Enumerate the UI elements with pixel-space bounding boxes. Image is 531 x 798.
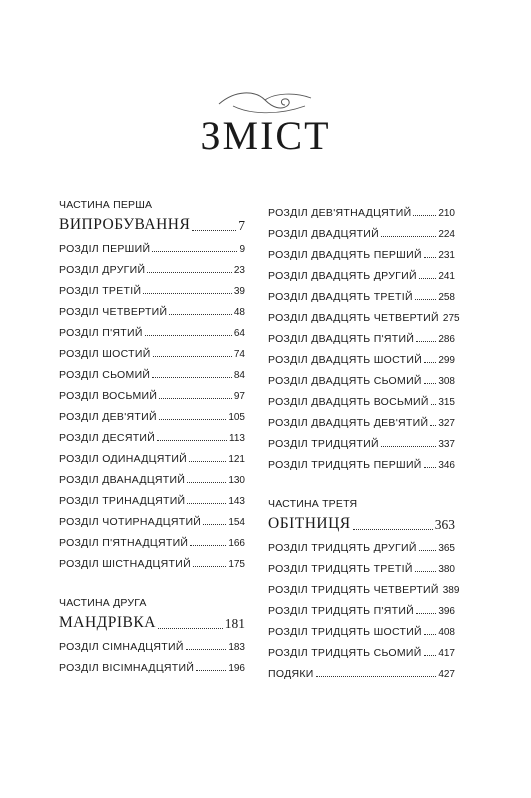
toc-right-column: [268, 198, 460, 680]
page-number: 241: [438, 271, 455, 282]
page-number: 417: [438, 648, 455, 659]
chapter-label: РОЗДІЛ ДВАДЦЯТЬ ТРЕТІЙ: [268, 291, 413, 303]
toc-entry[interactable]: [59, 549, 245, 570]
toc-entry[interactable]: [268, 408, 455, 429]
chapter-label: РОЗДІЛ СІМНАДЦЯТИЙ: [59, 641, 184, 653]
dot-leader: [381, 236, 436, 237]
dot-leader: [424, 634, 436, 635]
dot-leader: [157, 440, 227, 441]
toc-entry[interactable]: [268, 366, 455, 387]
dot-leader: [415, 571, 437, 572]
part-title-label: ВИПРОБУВАННЯ: [59, 216, 191, 233]
toc-entry[interactable]: [268, 324, 455, 345]
dot-leader: [189, 461, 226, 462]
chapter-label: РОЗДІЛ ДВАДЦЯТЬ ДЕВ'ЯТИЙ: [268, 417, 429, 429]
dot-leader: [159, 398, 232, 399]
dot-leader: [152, 251, 237, 252]
toc-entry[interactable]: [59, 276, 245, 297]
toc-entry[interactable]: [268, 554, 455, 575]
page-number: 143: [228, 496, 245, 507]
page-number: 380: [438, 564, 455, 575]
toc-entry[interactable]: [268, 429, 455, 450]
page-number: 74: [233, 349, 245, 360]
dot-leader: [419, 550, 437, 551]
dot-leader: [424, 362, 436, 363]
toc-entry[interactable]: [59, 297, 245, 318]
page-number: 7: [238, 218, 245, 233]
chapter-label: РОЗДІЛ ДВАДЦЯТЬ П'ЯТИЙ: [268, 333, 415, 345]
dot-leader: [147, 272, 232, 273]
chapter-label: РОЗДІЛ ДВАДЦЯТИЙ: [268, 228, 380, 240]
dot-leader: [419, 278, 436, 279]
toc-entry[interactable]: [59, 360, 245, 381]
dot-leader: [424, 655, 437, 656]
chapter-label: РОЗДІЛ ТРИДЦЯТЬ ШОСТИЙ: [268, 626, 422, 638]
page-number: 315: [438, 397, 455, 408]
toc-entry[interactable]: [268, 617, 455, 638]
dot-leader: [169, 314, 231, 315]
dot-leader: [416, 341, 436, 342]
page-number: 48: [233, 307, 245, 318]
page-number: 175: [228, 559, 245, 570]
page-number: 299: [438, 355, 455, 366]
page-number: 337: [438, 439, 455, 450]
page-number: 97: [233, 391, 245, 402]
dot-leader: [159, 419, 226, 420]
page-number: 23: [233, 265, 245, 276]
toc-entry[interactable]: [59, 486, 245, 507]
chapter-label: РОЗДІЛ ТРИДЦЯТЬ ПЕРШИЙ: [268, 459, 422, 471]
dot-leader: [187, 503, 226, 504]
toc-entry[interactable]: [268, 575, 460, 596]
toc-entry[interactable]: [59, 234, 245, 255]
page-number: 64: [233, 328, 245, 339]
dot-leader: [431, 404, 437, 405]
toc-entry[interactable]: [59, 339, 245, 360]
dot-leader: [424, 467, 437, 468]
chapter-label: РОЗДІЛ ТРИДЦЯТЬ П'ЯТИЙ: [268, 605, 415, 617]
chapter-label: РОЗДІЛ ОДИНАДЦЯТИЙ: [59, 453, 188, 465]
page-number: 396: [438, 606, 455, 617]
dot-leader: [153, 356, 232, 357]
page-number: 196: [228, 663, 245, 674]
page-number: 408: [438, 627, 455, 638]
toc-entry[interactable]: [59, 255, 245, 276]
toc-list: [268, 533, 460, 680]
page-number: 363: [434, 517, 455, 532]
chapter-label: РОЗДІЛ ДВАДЦЯТЬ ЧЕТВЕРТИЙ: [268, 312, 439, 324]
dot-leader: [203, 524, 226, 525]
toc-part-title[interactable]: [59, 610, 245, 632]
toc-entry[interactable]: [59, 381, 245, 402]
page-number: 275: [442, 313, 460, 324]
dot-leader: [413, 215, 436, 216]
page-number: 166: [228, 538, 245, 549]
chapter-label: РОЗДІЛ ДВАДЦЯТЬ ВОСЬМИЙ: [268, 396, 429, 408]
page-number: 130: [228, 475, 245, 486]
dot-leader: [416, 613, 436, 614]
chapter-label: РОЗДІЛ ВОСЬМИЙ: [59, 390, 158, 402]
chapter-label: РОЗДІЛ ДЕВ'ЯТИЙ: [59, 411, 157, 423]
toc-entry[interactable]: [268, 345, 455, 366]
dot-leader: [186, 649, 227, 650]
toc-entry[interactable]: [268, 596, 455, 617]
toc-list: [59, 234, 245, 570]
toc-entry[interactable]: [268, 261, 455, 282]
page-number: 286: [438, 334, 455, 345]
chapter-label: РОЗДІЛ ЧЕТВЕРТИЙ: [59, 306, 168, 318]
dot-leader: [193, 566, 226, 567]
page-number: 346: [438, 460, 455, 471]
toc-entry[interactable]: [59, 507, 245, 528]
toc-list: [268, 198, 460, 471]
page-number: 210: [438, 208, 455, 219]
chapter-label: РОЗДІЛ ЧОТИРНАДЦЯТИЙ: [59, 516, 202, 528]
chapter-label: РОЗДІЛ ДВАНАДЦЯТИЙ: [59, 474, 186, 486]
chapter-label: РОЗДІЛ ТРИДЦЯТЬ ЧЕТВЕРТИЙ: [268, 584, 439, 596]
page-title: ЗМІСТ: [200, 113, 331, 158]
page-number: 84: [233, 370, 245, 381]
dot-leader: [415, 299, 436, 300]
toc-entry[interactable]: [268, 219, 455, 240]
chapter-label: РОЗДІЛ ТРИДЦЯТЬ ДРУГИЙ: [268, 542, 417, 554]
toc-part-title[interactable]: [59, 212, 245, 234]
page-number: 154: [228, 517, 245, 528]
dot-leader: [196, 670, 226, 671]
toc-entry[interactable]: [268, 198, 455, 219]
chapter-label: РОЗДІЛ ДЕСЯТИЙ: [59, 432, 156, 444]
toc-entry[interactable]: [59, 653, 245, 674]
toc-entry[interactable]: [268, 450, 455, 471]
chapter-label: РОЗДІЛ ШІСТНАДЦЯТИЙ: [59, 558, 191, 570]
chapter-label: РОЗДІЛ ТРИНАДЦЯТИЙ: [59, 495, 186, 507]
toc-entry[interactable]: [59, 632, 245, 653]
toc-entry[interactable]: [268, 638, 455, 659]
part-title-label: МАНДРІВКА: [59, 614, 156, 631]
chapter-label: РОЗДІЛ ПЕРШИЙ: [59, 243, 151, 255]
dot-leader: [430, 425, 436, 426]
toc-entry[interactable]: [59, 465, 245, 486]
part-label: ЧАСТИНА ПЕРША: [59, 199, 153, 211]
dot-leader: [187, 482, 226, 483]
dot-leader: [381, 446, 436, 447]
page-number: 327: [438, 418, 455, 429]
toc-entry[interactable]: [59, 318, 245, 339]
chapter-label: РОЗДІЛ ТРИДЦЯТИЙ: [268, 438, 379, 450]
page-number: 308: [438, 376, 455, 387]
dot-leader: [145, 335, 232, 336]
page-number: 258: [438, 292, 455, 303]
dot-leader: [424, 257, 437, 258]
dot-leader: [424, 383, 437, 384]
toc-list: [59, 632, 245, 674]
chapter-label: ПОДЯКИ: [268, 668, 314, 680]
chapter-label: РОЗДІЛ ДРУГИЙ: [59, 264, 146, 276]
page-number: 427: [438, 669, 455, 680]
page-number: 9: [239, 244, 245, 255]
toc-entry[interactable]: [268, 282, 455, 303]
toc-left-column: [59, 198, 245, 674]
part-label: ЧАСТИНА ТРЕТЯ: [268, 498, 358, 510]
toc-entry[interactable]: [59, 402, 245, 423]
chapter-label: РОЗДІЛ ДВАДЦЯТЬ СЬОМИЙ: [268, 375, 422, 387]
part-title-label: ОБІТНИЦЯ: [268, 515, 351, 532]
dot-leader: [353, 529, 433, 530]
chapter-label: РОЗДІЛ ДЕВ'ЯТНАДЦЯТИЙ: [268, 207, 412, 219]
toc-entry[interactable]: [59, 528, 245, 549]
toc-entry[interactable]: [59, 423, 245, 444]
chapter-label: РОЗДІЛ ДВАДЦЯТЬ ШОСТИЙ: [268, 354, 423, 366]
dot-leader: [316, 676, 437, 677]
toc-entry[interactable]: [268, 533, 455, 554]
chapter-label: РОЗДІЛ ШОСТИЙ: [59, 348, 151, 360]
page-number: 365: [438, 543, 455, 554]
page-number: 105: [228, 412, 245, 423]
part-label: ЧАСТИНА ДРУГА: [59, 597, 147, 609]
chapter-label: РОЗДІЛ ДВАДЦЯТЬ ДРУГИЙ: [268, 270, 417, 282]
chapter-label: РОЗДІЛ П'ЯТИЙ: [59, 327, 143, 339]
toc-entry[interactable]: [268, 303, 460, 324]
chapter-label: РОЗДІЛ ТРЕТІЙ: [59, 285, 142, 297]
chapter-label: РОЗДІЛ П'ЯТНАДЦЯТИЙ: [59, 537, 189, 549]
page-number: 389: [442, 585, 460, 596]
dot-leader: [152, 377, 232, 378]
page-number: 181: [224, 616, 245, 631]
toc-entry[interactable]: [268, 659, 455, 680]
page-number: 231: [438, 250, 455, 261]
dot-leader: [190, 545, 226, 546]
toc-entry[interactable]: [59, 444, 245, 465]
toc-entry[interactable]: [268, 240, 455, 261]
chapter-label: РОЗДІЛ СЬОМИЙ: [59, 369, 151, 381]
chapter-label: РОЗДІЛ ВІСІМНАДЦЯТИЙ: [59, 662, 195, 674]
toc-entry[interactable]: [268, 387, 455, 408]
page-number: 121: [228, 454, 245, 465]
dot-leader: [192, 230, 236, 231]
toc-part-title[interactable]: [268, 511, 455, 533]
page-number: 224: [438, 229, 455, 240]
chapter-label: РОЗДІЛ ДВАДЦЯТЬ ПЕРШИЙ: [268, 249, 422, 261]
page-number: 183: [228, 642, 245, 653]
chapter-label: РОЗДІЛ ТРИДЦЯТЬ ТРЕТІЙ: [268, 563, 413, 575]
page-number: 113: [229, 433, 245, 444]
dot-leader: [158, 628, 223, 629]
chapter-label: РОЗДІЛ ТРИДЦЯТЬ СЬОМИЙ: [268, 647, 422, 659]
dot-leader: [143, 293, 232, 294]
page-number: 39: [233, 286, 245, 297]
